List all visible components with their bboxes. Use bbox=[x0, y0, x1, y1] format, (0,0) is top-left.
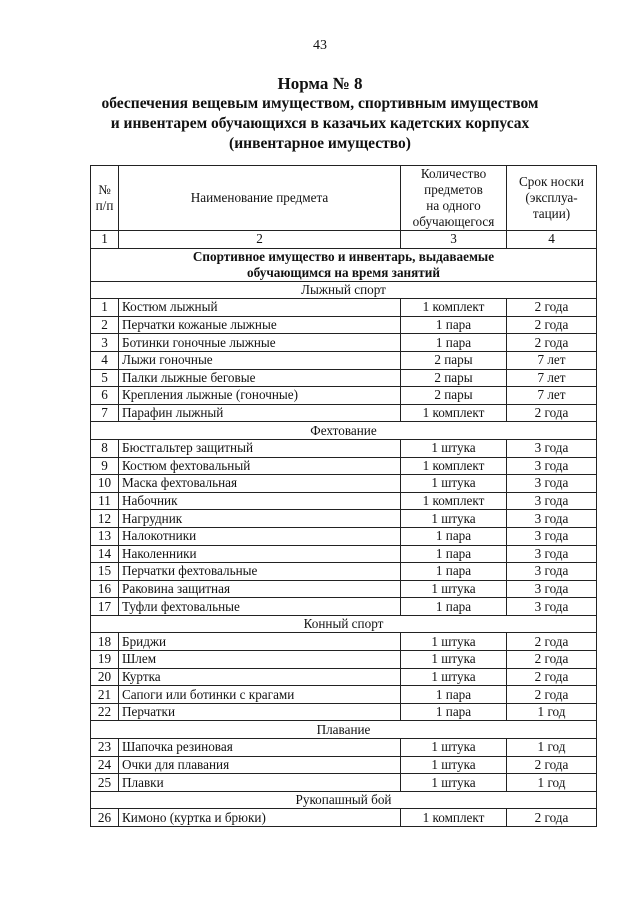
item-term: 1 год bbox=[507, 774, 597, 792]
group-title: Лыжный спорт bbox=[91, 281, 597, 299]
table-row bbox=[91, 545, 597, 563]
row-number: 4 bbox=[91, 351, 119, 369]
item-quantity: 1 пара bbox=[401, 686, 507, 704]
table-row bbox=[91, 756, 597, 774]
group-title: Конный спорт bbox=[91, 615, 597, 633]
table-row bbox=[91, 809, 597, 827]
item-quantity: 1 штука bbox=[401, 756, 507, 774]
item-quantity: 1 комплект bbox=[401, 299, 507, 317]
section-row bbox=[91, 248, 597, 281]
group-row bbox=[91, 281, 597, 299]
item-name: Набочник bbox=[119, 492, 401, 510]
item-quantity: 1 штука bbox=[401, 439, 507, 457]
item-name: Перчатки кожаные лыжные bbox=[119, 316, 401, 334]
item-quantity: 1 комплект bbox=[401, 457, 507, 475]
item-quantity: 1 штука bbox=[401, 633, 507, 651]
page-number: 43 bbox=[313, 38, 327, 53]
row-number: 23 bbox=[91, 739, 119, 757]
item-quantity: 1 пара bbox=[401, 598, 507, 616]
column-number: 4 bbox=[507, 231, 597, 249]
item-name: Раковина защитная bbox=[119, 580, 401, 598]
item-term: 3 года bbox=[507, 439, 597, 457]
item-quantity: 1 пара bbox=[401, 527, 507, 545]
row-number: 8 bbox=[91, 439, 119, 457]
table-row bbox=[91, 651, 597, 669]
item-quantity: 1 штука bbox=[401, 774, 507, 792]
item-term: 2 года bbox=[507, 404, 597, 422]
item-quantity: 1 пара bbox=[401, 545, 507, 563]
norma-table bbox=[90, 165, 597, 827]
subtitle-line: и инвентарем обучающихся в казачьих кадетских корпусах bbox=[110, 115, 530, 132]
item-name: Парафин лыжный bbox=[119, 404, 401, 422]
table-row bbox=[91, 439, 597, 457]
table-row bbox=[91, 774, 597, 792]
item-term: 3 года bbox=[507, 492, 597, 510]
row-number: 12 bbox=[91, 510, 119, 528]
item-term: 3 года bbox=[507, 598, 597, 616]
header-qty: Количество предметов на одного обучающегося bbox=[401, 166, 507, 231]
table-row bbox=[91, 334, 597, 352]
table-row bbox=[91, 475, 597, 493]
item-quantity: 1 штука bbox=[401, 668, 507, 686]
item-quantity: 1 пара bbox=[401, 703, 507, 721]
item-name: Маска фехтовальная bbox=[119, 475, 401, 493]
group-title: Фехтование bbox=[91, 422, 597, 440]
item-name: Ботинки гоночные лыжные bbox=[119, 334, 401, 352]
row-number: 17 bbox=[91, 598, 119, 616]
item-name: Очки для плавания bbox=[119, 756, 401, 774]
group-title: Плавание bbox=[91, 721, 597, 739]
row-number: 3 bbox=[91, 334, 119, 352]
item-term: 3 года bbox=[507, 457, 597, 475]
subtitle-line: (инвентарное имущество) bbox=[229, 135, 411, 152]
item-name: Туфли фехтовальные bbox=[119, 598, 401, 616]
item-term: 1 год bbox=[507, 739, 597, 757]
item-term: 2 года bbox=[507, 334, 597, 352]
column-number: 3 bbox=[401, 231, 507, 249]
item-term: 2 года bbox=[507, 809, 597, 827]
table-row bbox=[91, 387, 597, 405]
row-number: 13 bbox=[91, 527, 119, 545]
subtitle-line: обеспечения вещевым имуществом, спортивным имуществом bbox=[101, 95, 539, 112]
row-number: 20 bbox=[91, 668, 119, 686]
item-term: 2 года bbox=[507, 668, 597, 686]
item-term: 3 года bbox=[507, 545, 597, 563]
item-quantity: 1 комплект bbox=[401, 809, 507, 827]
table-row bbox=[91, 703, 597, 721]
row-number: 10 bbox=[91, 475, 119, 493]
item-term: 2 года bbox=[507, 686, 597, 704]
row-number: 25 bbox=[91, 774, 119, 792]
item-term: 7 лет bbox=[507, 351, 597, 369]
item-term: 3 года bbox=[507, 475, 597, 493]
row-number: 2 bbox=[91, 316, 119, 334]
table-row bbox=[91, 739, 597, 757]
group-row bbox=[91, 615, 597, 633]
header-name: Наименование предмета bbox=[119, 166, 401, 231]
row-number: 5 bbox=[91, 369, 119, 387]
table-row bbox=[91, 598, 597, 616]
row-number: 15 bbox=[91, 563, 119, 581]
item-name: Нагрудник bbox=[119, 510, 401, 528]
row-number: 14 bbox=[91, 545, 119, 563]
item-quantity: 2 пары bbox=[401, 351, 507, 369]
item-term: 3 года bbox=[507, 580, 597, 598]
item-name: Бюстгальтер защитный bbox=[119, 439, 401, 457]
row-number: 16 bbox=[91, 580, 119, 598]
row-number: 6 bbox=[91, 387, 119, 405]
header-num: № п/п bbox=[91, 166, 119, 231]
table-row bbox=[91, 510, 597, 528]
item-quantity: 1 комплект bbox=[401, 404, 507, 422]
item-term: 3 года bbox=[507, 563, 597, 581]
item-term: 7 лет bbox=[507, 387, 597, 405]
item-name: Шапочка резиновая bbox=[119, 739, 401, 757]
item-quantity: 1 штука bbox=[401, 475, 507, 493]
table-row bbox=[91, 527, 597, 545]
item-name: Кимоно (куртка и брюки) bbox=[119, 809, 401, 827]
table-body bbox=[91, 281, 597, 826]
item-term: 2 года bbox=[507, 316, 597, 334]
table-row bbox=[91, 457, 597, 475]
row-number: 22 bbox=[91, 703, 119, 721]
row-number: 19 bbox=[91, 651, 119, 669]
item-quantity: 2 пары bbox=[401, 369, 507, 387]
item-quantity: 1 штука bbox=[401, 580, 507, 598]
row-number: 26 bbox=[91, 809, 119, 827]
row-number: 11 bbox=[91, 492, 119, 510]
item-quantity: 1 пара bbox=[401, 563, 507, 581]
item-term: 7 лет bbox=[507, 369, 597, 387]
item-term: 3 года bbox=[507, 510, 597, 528]
item-name: Лыжи гоночные bbox=[119, 351, 401, 369]
row-number: 7 bbox=[91, 404, 119, 422]
section-title: Спортивное имущество и инвентарь, выдаваемые обучающимся на время занятий bbox=[91, 248, 597, 281]
table-row bbox=[91, 351, 597, 369]
item-name: Плавки bbox=[119, 774, 401, 792]
item-quantity: 1 штука bbox=[401, 510, 507, 528]
document-title: Норма № 8 bbox=[277, 74, 363, 93]
header-row bbox=[91, 166, 597, 231]
group-row bbox=[91, 721, 597, 739]
document-subtitle bbox=[0, 94, 640, 154]
row-number: 9 bbox=[91, 457, 119, 475]
item-term: 3 года bbox=[507, 527, 597, 545]
table-row bbox=[91, 563, 597, 581]
item-term: 1 год bbox=[507, 703, 597, 721]
item-term: 2 года bbox=[507, 633, 597, 651]
table-row bbox=[91, 580, 597, 598]
table-row bbox=[91, 299, 597, 317]
item-term: 2 года bbox=[507, 756, 597, 774]
row-number: 24 bbox=[91, 756, 119, 774]
header-term: Срок носки (эксплуа- тации) bbox=[507, 166, 597, 231]
item-quantity: 1 пара bbox=[401, 334, 507, 352]
item-name: Куртка bbox=[119, 668, 401, 686]
item-quantity: 1 штука bbox=[401, 739, 507, 757]
table-row bbox=[91, 369, 597, 387]
group-row bbox=[91, 791, 597, 809]
item-name: Костюм фехтовальный bbox=[119, 457, 401, 475]
item-name: Бриджи bbox=[119, 633, 401, 651]
table-row bbox=[91, 316, 597, 334]
group-title: Рукопашный бой bbox=[91, 791, 597, 809]
item-name: Наколенники bbox=[119, 545, 401, 563]
item-term: 2 года bbox=[507, 299, 597, 317]
item-name: Костюм лыжный bbox=[119, 299, 401, 317]
item-name: Перчатки фехтовальные bbox=[119, 563, 401, 581]
item-name: Сапоги или ботинки с крагами bbox=[119, 686, 401, 704]
group-row bbox=[91, 422, 597, 440]
item-name: Палки лыжные беговые bbox=[119, 369, 401, 387]
item-name: Перчатки bbox=[119, 703, 401, 721]
column-number: 1 bbox=[91, 231, 119, 249]
row-number: 1 bbox=[91, 299, 119, 317]
table-row bbox=[91, 686, 597, 704]
column-number: 2 bbox=[119, 231, 401, 249]
item-term: 2 года bbox=[507, 651, 597, 669]
column-number-row bbox=[91, 231, 597, 249]
item-quantity: 1 штука bbox=[401, 651, 507, 669]
table-row bbox=[91, 404, 597, 422]
table-row bbox=[91, 668, 597, 686]
row-number: 18 bbox=[91, 633, 119, 651]
item-quantity: 1 комплект bbox=[401, 492, 507, 510]
row-number: 21 bbox=[91, 686, 119, 704]
item-quantity: 1 пара bbox=[401, 316, 507, 334]
item-name: Налокотники bbox=[119, 527, 401, 545]
table-row bbox=[91, 492, 597, 510]
item-name: Крепления лыжные (гоночные) bbox=[119, 387, 401, 405]
item-name: Шлем bbox=[119, 651, 401, 669]
item-quantity: 2 пары bbox=[401, 387, 507, 405]
table-row bbox=[91, 633, 597, 651]
